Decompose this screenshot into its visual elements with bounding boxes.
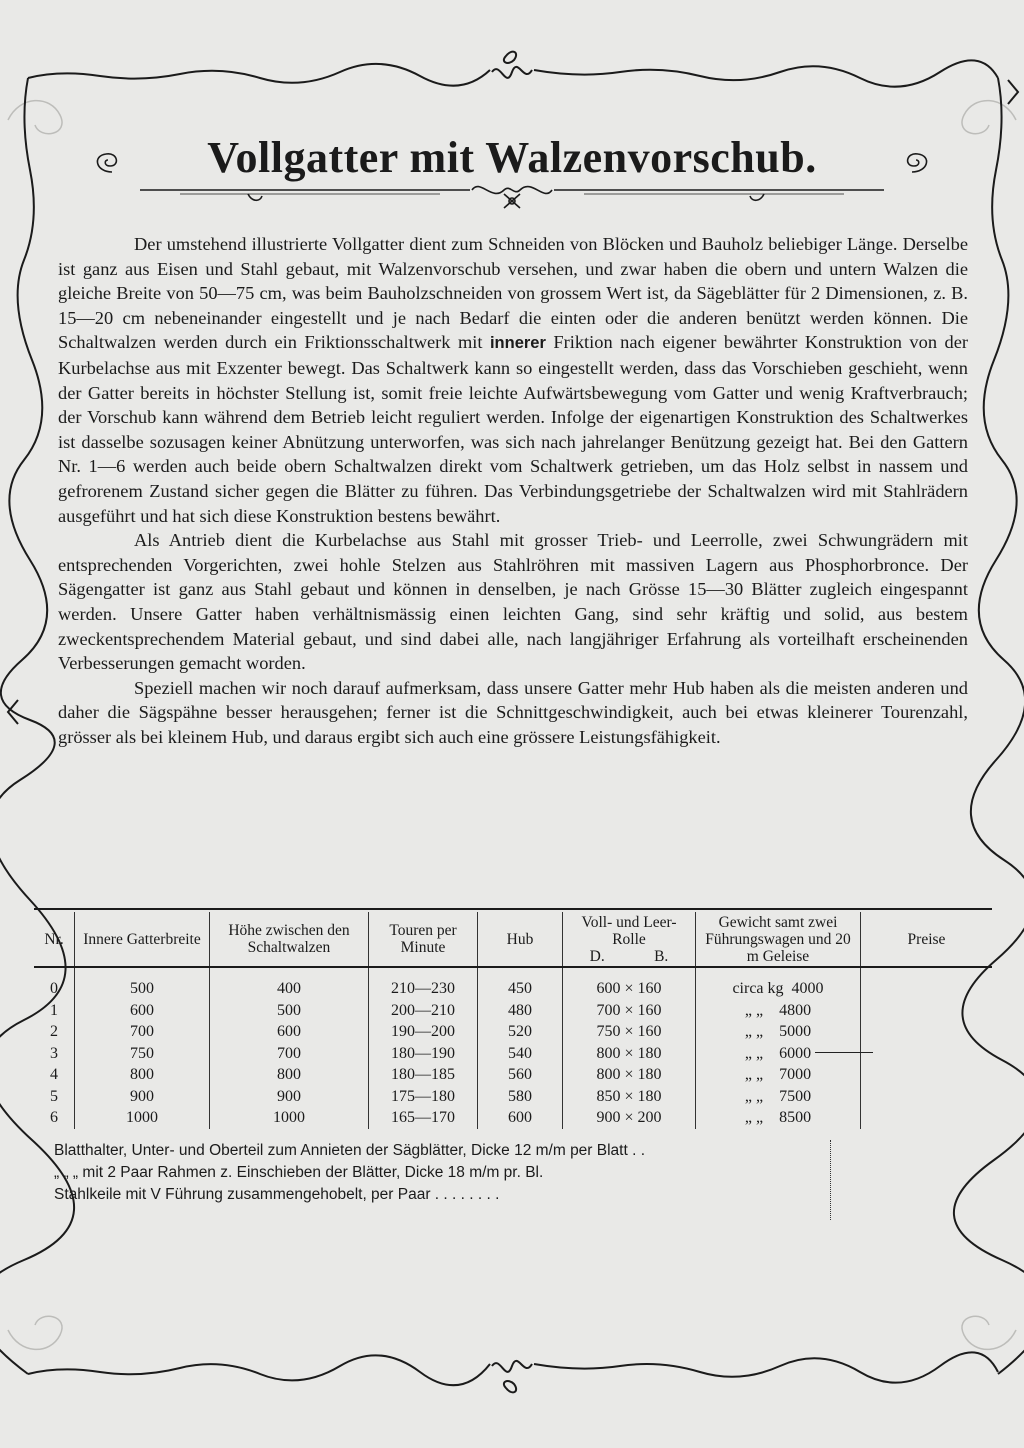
- accessory-line-1: Blatthalter, Unter- und Oberteil zum Annieten der Sägblätter, Dicke 12 m/m per Blatt . .: [54, 1142, 646, 1159]
- header-rolle-d: D.: [589, 947, 605, 965]
- cell-nr: 5: [34, 1086, 75, 1108]
- cell-preis: [861, 967, 993, 1000]
- header-gewicht: Gewicht samt zwei Führungswagen und 20 m Geleise: [696, 912, 861, 967]
- header-preise: Preise: [861, 912, 993, 967]
- cell-rolle: 600 × 160: [563, 967, 696, 1000]
- cell-hub: 580: [478, 1086, 563, 1108]
- cell-breite: 800: [75, 1064, 210, 1086]
- cell-nr: 2: [34, 1021, 75, 1043]
- body-text: [58, 232, 968, 749]
- cell-gewicht-prefix: circa kg: [732, 980, 784, 997]
- cell-hoehe: 800: [210, 1064, 369, 1086]
- cell-preis: [861, 1107, 993, 1129]
- paragraph-2: Als Antrieb dient die Kurbelachse aus Stahl mit grosser Trieb- und Leerrolle, zwei Schwungrädern mit entsprechenden Vorgerichten, zwei hohle Stelzen aus Stahlröhren mit massiven Lagern aus Phosphorbronce. Der Sägengatter ist ganz aus Stahl gebaut und können in denselben, je nach Grösse 15—30 Blätter zugleich eingespannt werden. Unsere Gatter haben verhältnismässig einen leichten Gang, sind sehr kräftig und solid, aus bestem zweckentsprechendem Material gebaut, und sind dabei alle, nach langjähriger Erfahrung als vorteilhaft erscheinenden Verbesserungen gemacht worden.: [58, 530, 968, 674]
- cell-touren: 190—200: [369, 1021, 478, 1043]
- highlight-innerer: innerer: [489, 334, 546, 353]
- cell-gewicht-prefix: „ „: [744, 1109, 764, 1126]
- cell-gewicht: [696, 1064, 861, 1086]
- cell-hub: 450: [478, 967, 563, 1000]
- title-block: [84, 128, 940, 198]
- cell-rolle: 850 × 180: [563, 1086, 696, 1108]
- cell-gewicht-value: 4000: [791, 980, 824, 997]
- cell-touren: 175—180: [369, 1086, 478, 1108]
- cell-rolle: 900 × 200: [563, 1107, 696, 1129]
- cell-touren: 180—190: [369, 1043, 478, 1065]
- cell-hub: 600: [478, 1107, 563, 1129]
- cell-breite: 500: [75, 967, 210, 1000]
- cell-gewicht-prefix: „ „: [744, 1001, 764, 1019]
- cell-breite: 900: [75, 1086, 210, 1108]
- cell-hoehe: 600: [210, 1021, 369, 1043]
- cell-hoehe: 700: [210, 1043, 369, 1065]
- cell-hub: 480: [478, 1000, 563, 1022]
- cell-touren: 165—170: [369, 1107, 478, 1129]
- cell-gewicht: [696, 1000, 861, 1022]
- cell-gewicht-value: 6000: [779, 1044, 812, 1062]
- cell-rolle: 700 × 160: [563, 1000, 696, 1022]
- table-row: [34, 1000, 992, 1022]
- header-nr: Nr.: [34, 912, 75, 967]
- header-hoehe: Höhe zwischen den Schaltwalzen: [210, 912, 369, 967]
- table-row: [34, 1107, 992, 1129]
- header-rolle: [563, 912, 696, 967]
- header-rolle-label: Voll- und Leer-Rolle: [581, 913, 677, 948]
- cell-hub: 560: [478, 1064, 563, 1086]
- cell-touren: 200—210: [369, 1000, 478, 1022]
- header-gatterbreite: Innere Gatterbreite: [75, 912, 210, 967]
- table-row: [34, 1021, 992, 1043]
- cell-nr: 1: [34, 1000, 75, 1022]
- table-row: [34, 1043, 992, 1065]
- cell-rolle: 800 × 180: [563, 1064, 696, 1086]
- header-hub: Hub: [478, 912, 563, 967]
- spec-table: [34, 912, 992, 1129]
- page-title: Vollgatter mit Walzenvorschub.: [207, 133, 817, 182]
- cell-preis: [861, 1086, 993, 1108]
- cell-hoehe: 900: [210, 1086, 369, 1108]
- cell-hub: 540: [478, 1043, 563, 1065]
- cell-gewicht-prefix: „ „: [744, 1087, 764, 1105]
- cell-preis: [861, 1043, 993, 1065]
- header-rolle-sub: [565, 948, 693, 965]
- cell-touren: 180—185: [369, 1064, 478, 1086]
- cell-gewicht: [696, 1086, 861, 1108]
- cell-gewicht: [696, 1107, 861, 1129]
- cell-breite: 700: [75, 1021, 210, 1043]
- cell-preis: [861, 1021, 993, 1043]
- cell-gewicht-prefix: „ „: [744, 1023, 764, 1040]
- cell-hoehe: 400: [210, 967, 369, 1000]
- cell-gewicht-value: 7000: [779, 1066, 812, 1083]
- table-row: [34, 1086, 992, 1108]
- cell-gewicht: [696, 1043, 861, 1065]
- cell-nr: 0: [34, 967, 75, 1000]
- paragraph-1-part-b: Friktion nach eigener bewährter Konstruktion von der Kurbelachse aus mit Exzenter bewegt. Das Schaltwerk kann so eingestellt werden, dass das Vorschieben geschieht, wenn der Gatter bereits in höchster Stellung ist, somit freie leichte Aufwärtsbewegung vom Gatter und wenig Kraftverbrauch; der Vorschub kann während dem Betrieb leicht reguliert werden. Infolge der eigenartigen Konstruktion des Schaltwerkes ist dasselbe sozusagen keiner Abnützung unterworfen, was sich nach jahrelanger Benützung gezeigt hat. Bei den Gattern Nr. 1—6 werden auch beide obern Schaltwalzen direkt vom Schaltwerk getrieben, um das Holz selbst in nassem und gefrorenem Zustand sicher gegen die Blätter zu führen. Das Verbindungsgetriebe der Schaltwalzen wird mit Stahlrädern ausgeführt und hat sich diese Konstruktion bestens bewährt.: [58, 332, 968, 526]
- paragraph-1-part-a: Der umstehend illustrierte Vollgatter dient zum Schneiden von Blöcken und Bauholz beliebiger Länge. Derselbe ist ganz aus Eisen und Stahl gebaut, mit Walzenvorschub versehen, und zwar haben die obern und untern Walzen die gleiche Breite von 50—75 cm, was beim Bauholzschneiden von grossem Wert ist, da Sägeblätter für 2 Dimensionen, z. B. 15—20 cm nebeneinander eingestellt und je nach Bedarf die einten oder die anderen benützt werden können. Die Schaltwalzen werden durch ein Friktionsschaltwerk mit: [58, 234, 968, 353]
- cell-breite: 1000: [75, 1107, 210, 1129]
- handwritten-mark: [815, 1052, 873, 1053]
- header-touren: Touren per Minute: [369, 912, 478, 967]
- cell-gewicht-value: 4800: [779, 1001, 812, 1019]
- cell-gewicht-value: 5000: [779, 1023, 812, 1040]
- accessory-line-2: „ „ „ mit 2 Paar Rahmen z. Einschieben der Blätter, Dicke 18 m/m pr. Bl.: [54, 1164, 544, 1181]
- cell-preis: [861, 1000, 993, 1022]
- cell-nr: 4: [34, 1064, 75, 1086]
- table-header-row: [34, 912, 992, 967]
- paragraph-1: [58, 232, 968, 528]
- cell-rolle: 750 × 160: [563, 1021, 696, 1043]
- table-row: [34, 967, 992, 1000]
- header-rolle-b: B.: [654, 947, 669, 965]
- cell-gewicht-prefix: „ „: [744, 1066, 764, 1083]
- price-column-divider: [830, 1140, 831, 1220]
- cell-gewicht: [696, 1021, 861, 1043]
- accessories-list: [54, 1140, 834, 1206]
- cell-gewicht-prefix: „ „: [744, 1044, 764, 1062]
- cell-nr: 3: [34, 1043, 75, 1065]
- table-row: [34, 1064, 992, 1086]
- cell-gewicht: [696, 967, 861, 1000]
- cell-hub: 520: [478, 1021, 563, 1043]
- cell-breite: 750: [75, 1043, 210, 1065]
- cell-gewicht-value: 7500: [779, 1087, 812, 1105]
- accessory-line-3: Stahlkeile mit V Führung zusammengehobelt, per Paar . . . . . . . .: [54, 1186, 500, 1203]
- cell-nr: 6: [34, 1107, 75, 1129]
- cell-rolle: 800 × 180: [563, 1043, 696, 1065]
- paragraph-3: Speziell machen wir noch darauf aufmerksam, dass unsere Gatter mehr Hub haben als die meisten anderen und daher die Sägspähne besser herausgehen; ferner ist die Schnittgeschwindigkeit, auch bei etwas kleinerer Tourenzahl, grösser als bei kleinem Hub, und daraus ergibt sich auch eine grössere Leistungsfähigkeit.: [58, 677, 968, 747]
- cell-hoehe: 500: [210, 1000, 369, 1022]
- cell-breite: 600: [75, 1000, 210, 1022]
- cell-gewicht-value: 8500: [779, 1109, 812, 1126]
- cell-touren: 210—230: [369, 967, 478, 1000]
- table-top-rule: [34, 908, 992, 910]
- cell-preis: [861, 1064, 993, 1086]
- cell-hoehe: 1000: [210, 1107, 369, 1129]
